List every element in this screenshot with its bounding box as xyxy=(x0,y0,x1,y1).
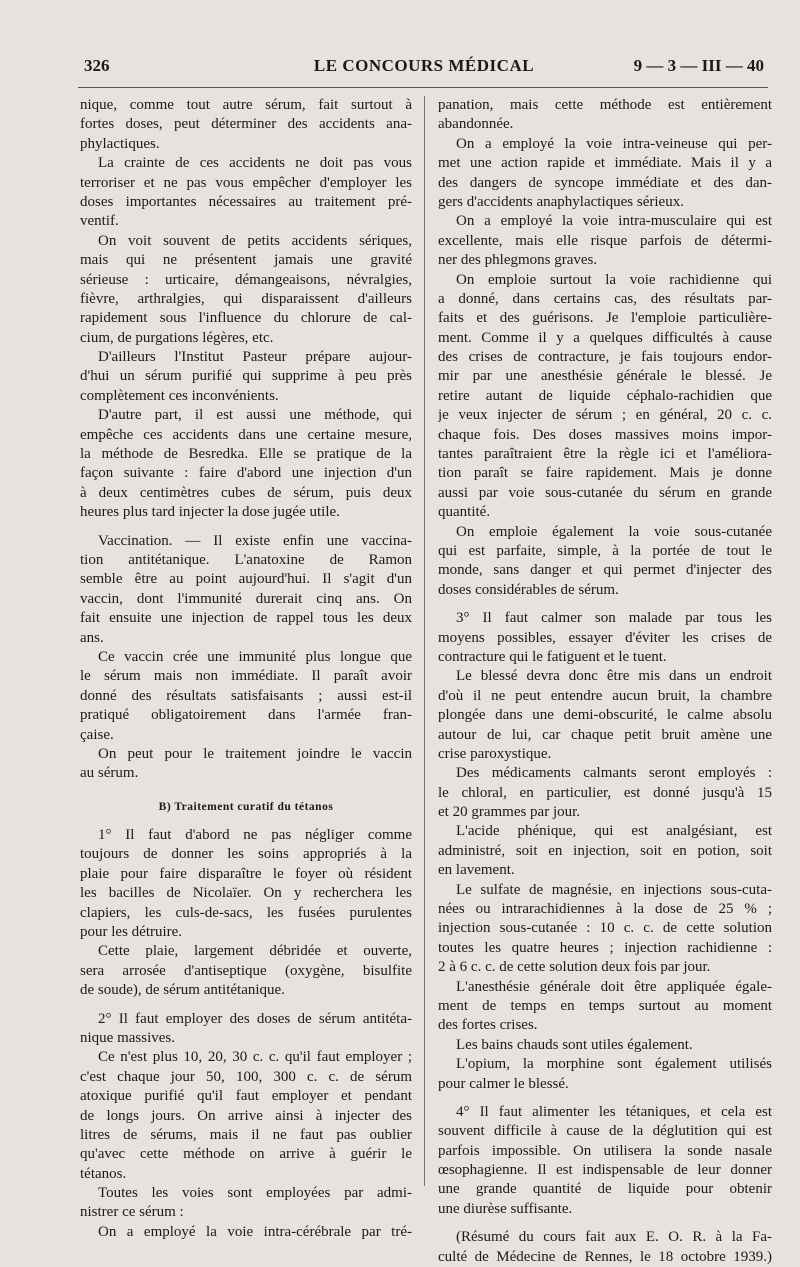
text-line: le chloral, en particulier, est donné jusqu'à 15 xyxy=(438,784,772,801)
text-line: crise paroxystique. xyxy=(438,745,552,762)
text-line: Cette plaie, largement débridée et ouverte, xyxy=(98,943,412,960)
text-line: tion antitétanique. L'anatoxine de Ramon xyxy=(80,551,412,568)
column-divider xyxy=(424,96,425,1186)
text-line: 4° Il faut alimenter les tétaniques, et cela est xyxy=(456,1103,772,1120)
text-line: D'autre part, il est aussi une méthode, qui xyxy=(98,407,412,424)
text-line: On voit souvent de petits accidents sériques, xyxy=(98,232,412,249)
text-line: faits et des guérisons. Je l'emploie particulière- xyxy=(438,310,772,327)
text-line: des crises de contracture, je fais toujours endor- xyxy=(438,349,772,366)
text-line: cium, de purgations légères, etc. xyxy=(80,329,274,346)
text-line: 1° Il faut d'abord ne pas négliger comme xyxy=(98,827,412,844)
text-line: D'ailleurs l'Institut Pasteur prépare aujour- xyxy=(98,349,412,366)
text-line: pour calmer le blessé. xyxy=(438,1075,569,1092)
text-line: doses considérables de sérum. xyxy=(438,581,619,598)
text-line: 3° Il faut calmer son malade par tous les xyxy=(456,610,772,627)
text-line: fait ensuite une injection de rappel tous les deux xyxy=(80,610,412,627)
text-line: On emploie également la voie sous-cutanée xyxy=(456,523,772,540)
text-line: L'acide phénique, qui est analgésiant, est xyxy=(456,823,772,840)
text-line: le sérum mais non immédiate. Il paraît avoir xyxy=(80,668,412,685)
text-line: nistrer ce sérum : xyxy=(80,1204,184,1221)
text-line: Le blessé devra donc être mis dans un endroit xyxy=(456,668,772,685)
text-line: doses importantes nécessaires au traitement pré- xyxy=(80,193,412,210)
text-line: L'anesthésie générale doit être appliquée égale- xyxy=(456,978,772,995)
spacer xyxy=(80,523,412,532)
text-line: fièvre, arthralgies, qui disparaissent d'ailleurs xyxy=(80,290,412,307)
text-line: mais qui ne présentent jamais une gravité xyxy=(80,252,412,269)
text-line: qu'avec cette méthode on arrive à guérir le xyxy=(80,1146,412,1163)
page-number: 326 xyxy=(84,56,110,75)
spacer xyxy=(438,1219,772,1228)
text-line: monde, sans danger et qui permet d'injecter des xyxy=(438,562,772,579)
spacer xyxy=(80,784,412,798)
spacer xyxy=(438,1094,772,1103)
text-line: toujours de donner les soins appropriés à la xyxy=(80,846,412,863)
text-line: tétanos. xyxy=(80,1165,127,1182)
text-line: clapiers, les culs-de-sacs, les fusées purulentes xyxy=(80,904,412,921)
text-line: nique massives. xyxy=(80,1029,175,1046)
spacer xyxy=(80,1001,412,1010)
text-line: quantité. xyxy=(438,504,491,521)
text-line: terroriser et ne pas vous empêcher d'employer les xyxy=(80,174,412,191)
text-line: la méthode de Besredka. Elle se pratique de la xyxy=(80,446,412,463)
text-line: qui est parfaite, simple, à la portée de tout le xyxy=(438,542,772,559)
text-line: sera arrosée d'antiseptique (oxygène, bisulfite xyxy=(80,962,412,979)
text-line: La crainte de ces accidents ne doit pas vous xyxy=(98,155,412,172)
text-line: les bacilles de Nicolaïer. On y recherchera les xyxy=(80,885,412,902)
text-line: empêche ces accidents dans une certaine mesure, xyxy=(80,426,412,443)
text-line: pratiqué obligatoirement dans l'armée fran- xyxy=(80,707,412,724)
text-line: de longs jours. On arrive ainsi à injecter des xyxy=(80,1107,412,1124)
text-line: œsophagienne. Il est indispensable de leur donner xyxy=(438,1162,772,1179)
text-line: atoxique purifié qu'il faut employer et pendant xyxy=(80,1088,412,1105)
text-line: Vaccination. — Il existe enfin une vaccina- xyxy=(98,532,412,549)
text-line: panation, mais cette méthode est entièrement xyxy=(438,97,772,113)
text-line: chaque fois. Des doses massives moins impor- xyxy=(438,426,772,443)
text-line: litres de sérums, mais il ne faut pas oublier xyxy=(80,1126,412,1143)
text-line: une grande quantité de liquide pour obtenir xyxy=(438,1181,772,1198)
text-line: ner des phlegmons graves. xyxy=(438,252,598,269)
text-line: tion paraît se faire rapidement. Mais je donne xyxy=(438,465,772,482)
text-line: Ce vaccin crée une immunité plus longue que xyxy=(98,648,412,665)
text-line: Les bains chauds sont utiles également. xyxy=(456,1036,693,1053)
text-line: injection sous-cutanée : 10 c. c. de cette solution xyxy=(438,920,772,937)
text-line: retire autant de liquide céphalo-rachidien que xyxy=(438,387,772,404)
text-line: donné des résultats satisfaisants ; aussi est-il xyxy=(80,687,412,704)
text-line: On a employé la voie intra-cérébrale par tré- xyxy=(98,1223,412,1240)
text-line: contracture qui le fatiguent et le tuent. xyxy=(438,648,667,665)
text-line: de soude), de sérum antitétanique. xyxy=(80,982,285,999)
text-line: gers d'accidents anaphylactiques sérieux. xyxy=(438,193,684,210)
text-line: a donné, dans certains cas, des résultats par- xyxy=(438,290,772,307)
text-line: On emploie surtout la voie rachidienne qui xyxy=(456,271,772,288)
text-line: tantes paraîtraient être la règle ici et l'améliora- xyxy=(438,446,772,463)
text-line: d'hui un sérum purifié qui supprime à peu près xyxy=(80,368,412,385)
text-line: çaise. xyxy=(80,726,114,743)
text-line: c'est chaque jour 50, 100, 300 c. c. de sérum xyxy=(80,1068,412,1085)
text-line: nées ou intrarachidiennes à la dose de 25 % ; xyxy=(438,901,772,918)
text-line: Des médicaments calmants seront employés : xyxy=(456,765,772,782)
text-line: des fortes crises. xyxy=(438,1017,538,1034)
text-line: ment. Comme il y a quelques difficultés à cause xyxy=(438,329,772,346)
text-line: façon suivante : faire d'abord une injection d'un xyxy=(80,465,412,482)
text-line: excellente, mais elle risque parfois de détermi- xyxy=(438,232,772,249)
text-line: ventif. xyxy=(80,213,119,230)
text-line: (Résumé du cours fait aux E. O. R. à la Fa- xyxy=(456,1229,772,1246)
spacer xyxy=(438,600,772,609)
text-line: mir par une anesthésie générale le blessé. Je xyxy=(438,368,772,385)
issue-date: 9 — 3 — III — 40 xyxy=(633,56,764,75)
page-header xyxy=(84,56,764,82)
text-line: au sérum. xyxy=(80,765,139,782)
text-line: ment de temps en temps surtout au moment xyxy=(438,997,772,1014)
header-rule xyxy=(78,87,768,88)
text-line: administré, soit en injection, soit en potion, soit xyxy=(438,842,772,859)
text-line: je veux injecter de sérum ; en général, 20 c. c. xyxy=(438,407,772,424)
text-line: 2° Il faut employer des doses de sérum antitéta- xyxy=(98,1010,412,1027)
text-line: Toutes les voies sont employées par admi- xyxy=(98,1185,412,1202)
text-line: abandonnée. xyxy=(438,116,514,133)
text-line: vaccin, dont l'immunité durerait cinq ans. On xyxy=(80,590,412,607)
text-line: fortes doses, peut déterminer des accidents ana- xyxy=(80,116,412,133)
text-line: Ce n'est plus 10, 20, 30 c. c. qu'il faut employer ; xyxy=(98,1049,412,1066)
text-line: L'opium, la morphine sont également utilisés xyxy=(456,1056,772,1073)
text-line: en lavement. xyxy=(438,862,515,879)
text-line: On a employé la voie intra-musculaire qui est xyxy=(456,213,772,230)
journal-title: LE CONCOURS MÉDICAL xyxy=(313,56,535,75)
left-column xyxy=(80,96,412,1242)
text-line: pour les détruire. xyxy=(80,924,183,941)
text-line: On peut pour le traitement joindre le vaccin xyxy=(98,745,412,762)
text-line: On a employé la voie intra-veineuse qui per- xyxy=(456,135,772,152)
text-line: moyens possibles, essayer d'éviter les crises de xyxy=(438,629,772,646)
text-line: semble être au point aujourd'hui. Il s'agit d'un xyxy=(80,571,412,588)
text-line: met une action rapide et immédiate. Mais il y a xyxy=(438,155,772,172)
text-line: 2 à 6 c. c. de cette solution deux fois par jour. xyxy=(438,959,711,976)
text-line: aussi par voie sous-cutanée du sérum en grande xyxy=(438,484,772,501)
text-line: nique, comme tout autre sérum, fait surtout à xyxy=(80,97,412,113)
text-line: phylactiques. xyxy=(80,135,160,152)
text-line: et 20 grammes par jour. xyxy=(438,804,581,821)
text-line: parfois impossible. On utilisera la sonde nasale xyxy=(438,1142,772,1159)
text-line: une diurèse suffisante. xyxy=(438,1200,573,1217)
text-line: sérieuse : urticaire, démangeaisons, névralgies, xyxy=(80,271,412,288)
text-line: des dangers de syncope immédiate et des dan- xyxy=(438,174,772,191)
right-column xyxy=(438,96,772,1267)
text-line: Le sulfate de magnésie, en injections sous-cuta- xyxy=(456,881,772,898)
text-line: culté de Médecine de Rennes, le 18 octobre 1939.) xyxy=(438,1248,772,1265)
text-line: à deux centimètres cubes de sérum, puis deux xyxy=(80,484,412,501)
text-line: ans. xyxy=(80,629,104,646)
text-line: plongée dans une demi-obscurité, le calme absolu xyxy=(438,707,772,724)
text-line: autour de lui, car chaque petit bruit amène une xyxy=(438,726,772,743)
text-line: rapidement sous l'influence du chlorure de cal- xyxy=(80,310,412,327)
text-line: plaie pour faire disparaître le foyer où résident xyxy=(80,865,412,882)
spacer xyxy=(80,817,412,826)
text-line: d'où il ne peut entendre aucun bruit, la chambre xyxy=(438,687,772,704)
text-line: heures plus tard injecter la dose jugée utile. xyxy=(80,504,340,521)
text-line: toutes les quatre heures ; injection rachidienne : xyxy=(438,939,772,956)
text-line: complètement ces inconvénients. xyxy=(80,387,279,404)
section-heading: B) Traitement curatif du tétanos xyxy=(158,800,334,813)
text-line: souvent difficile à cause de la déglutition qui est xyxy=(438,1123,772,1140)
